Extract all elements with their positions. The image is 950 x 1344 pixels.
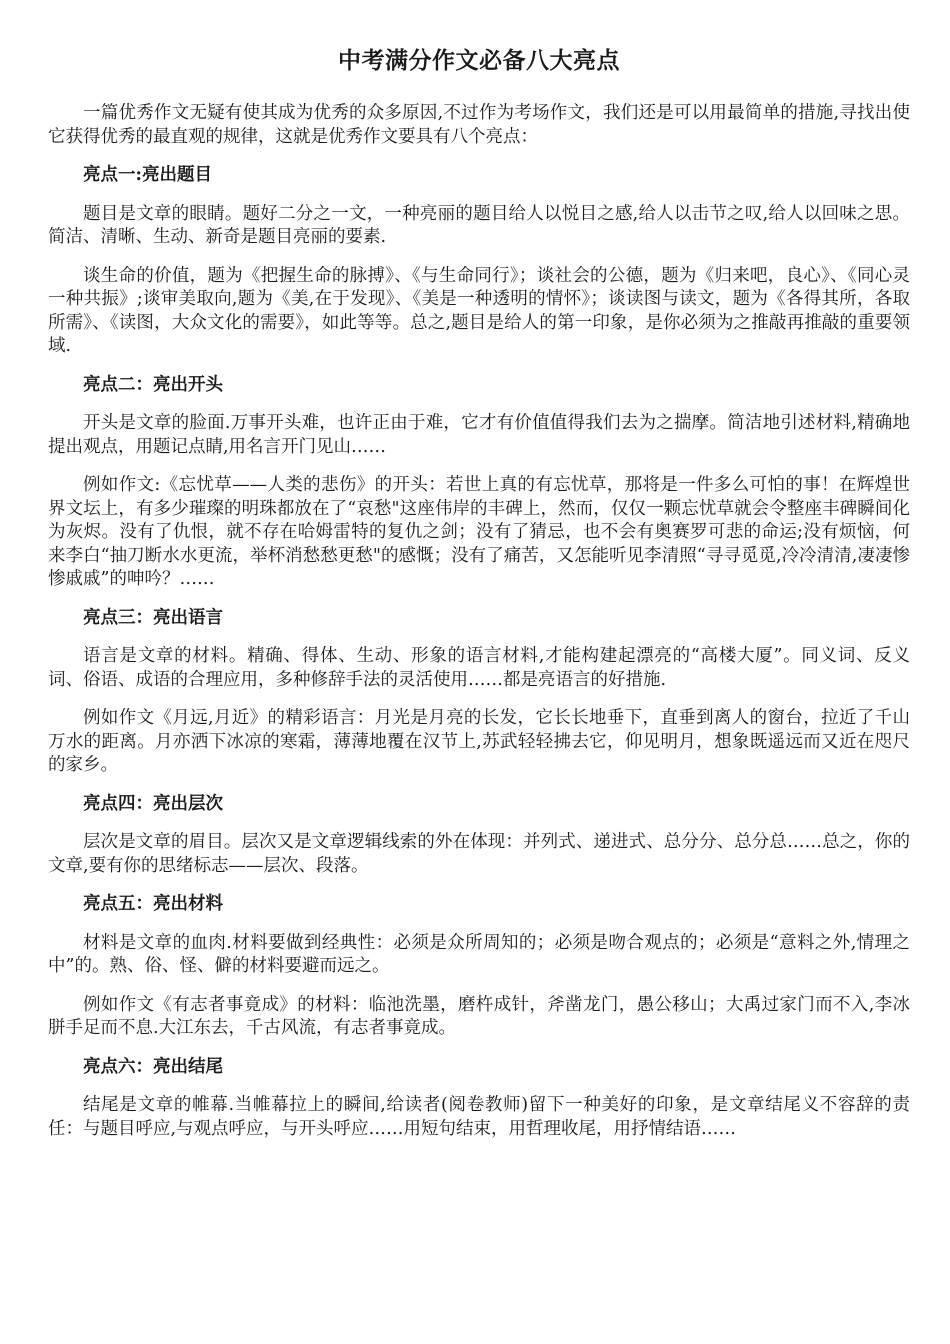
section-paragraph: 谈生命的价值，题为《把握生命的脉搏》、《与生命同行》；谈社会的公德，题为《归来吧，良心》、《同心灵一种共振》;谈审美取向,题为《美,在于发现》、《美是一种透明的情怀》；谈读图与读文，题为《各得其所，各取所需》、《读图，大众文化的需要》，如此等等。总之,题目是给人的第一印象，是你必须为之推敲再推敲的重要领域.	[48, 265, 910, 356]
section-paragraph: 开头是文章的脸面.万事开头难，也许正由于难，它才有价值值得我们去为之揣摩。简洁地引述材料,精确地提出观点，用题记点睛,用名言开门见山……	[48, 413, 910, 457]
section-paragraph: 结尾是文章的帷幕.当帷幕拉上的瞬间,给读者(阅卷教师)留下一种美好的印象，是文章结尾义不容辞的责任：与题目呼应,与观点呼应，与开头呼应……用短句结束，用哲理收尾，用抒情结语……	[48, 1095, 910, 1139]
section-paragraph: 例如作文《月远,月近》的精彩语言：月光是月亮的长发，它长长地垂下，直垂到离人的窗台，拉近了千山万水的距离。月亦洒下冰凉的寒霜，薄薄地覆在汉节上,苏武轻轻拂去它，仰见明月，想象既遥远而又近在咫尺的家乡。	[48, 708, 910, 775]
section-heading: 亮点二：亮出开头	[83, 374, 223, 395]
section-paragraph: 语言是文章的材料。精确、得体、生动、形象的语言材料,才能构建起漂亮的“高楼大厦”。同义词、反义词、俗语、成语的合理应用，多种修辞手法的灵活使用……都是亮语言的好措施.	[48, 646, 910, 690]
section-heading: 亮点四：亮出层次	[83, 793, 223, 814]
section-5	[48, 893, 910, 1041]
section-paragraph: 例如作文《有志者事竟成》的材料：临池洗墨，磨杵成针，斧凿龙门，愚公移山；大禹过家门而不入,李冰胼手足而不息.大江东去，千古风流，有志者事竟成。	[48, 994, 910, 1038]
section-heading: 亮点三：亮出语言	[83, 607, 223, 628]
section-heading: 亮点五：亮出材料	[83, 894, 223, 914]
section-2	[48, 374, 910, 592]
section-heading: 亮点一:亮出题目	[83, 165, 212, 185]
page-title: 中考满分作文必备八大亮点	[338, 48, 620, 74]
section-paragraph: 例如作文:《忘忧草——人类的悲伤》的开头：若世上真的有忘忧草，那将是一件多么可怕的事！在辉煌世界文坛上，有多少璀璨的明珠都放在了“哀愁"这座伟岸的丰碑上，然而，仅仅一颗忘忧草就会令整座丰碑瞬间化为灰烬。没有了仇恨，就不存在哈姆雷特的复仇之剑；没有了猜忌，也不会有奥赛罗可悲的命运;没有烦恼，何来李白“抽刀断水水更流，举杯消愁愁更愁"的感慨；没有了痛苦，又怎能听见李清照“寻寻觅觅,冷冷清清,凄凄惨惨戚戚”的呻吟？……	[48, 475, 910, 589]
section-paragraph: 题目是文章的眼睛。题好二分之一文，一种亮丽的题目给人以悦目之感,给人以击节之叹,给人以回味之思。简洁、清晰、生动、新奇是题目亮丽的要素.	[48, 203, 910, 247]
section-paragraph: 材料是文章的血肉.材料要做到经典性：必须是众所周知的；必须是吻合观点的；必须是“意料之外,情理之中”的。熟、俗、怪、僻的材料要避而远之。	[48, 932, 910, 976]
section-heading: 亮点六：亮出结尾	[83, 1056, 223, 1077]
intro-paragraph: 一篇优秀作文无疑有使其成为优秀的众多原因,不过作为考场作文，我们还是可以用最简单的措施,寻找出使它获得优秀的最直观的规律，这就是优秀作文要具有八个亮点：	[48, 103, 910, 147]
section-paragraph: 层次是文章的眉目。层次又是文章逻辑线索的外在体现：并列式、递进式、总分分、总分总……总之，你的文章,要有你的思绪标志——层次、段落。	[48, 832, 910, 876]
section-6	[48, 1056, 910, 1142]
document-page	[48, 46, 910, 1156]
section-3	[48, 607, 910, 778]
section-4	[48, 793, 910, 879]
section-1	[48, 164, 910, 359]
